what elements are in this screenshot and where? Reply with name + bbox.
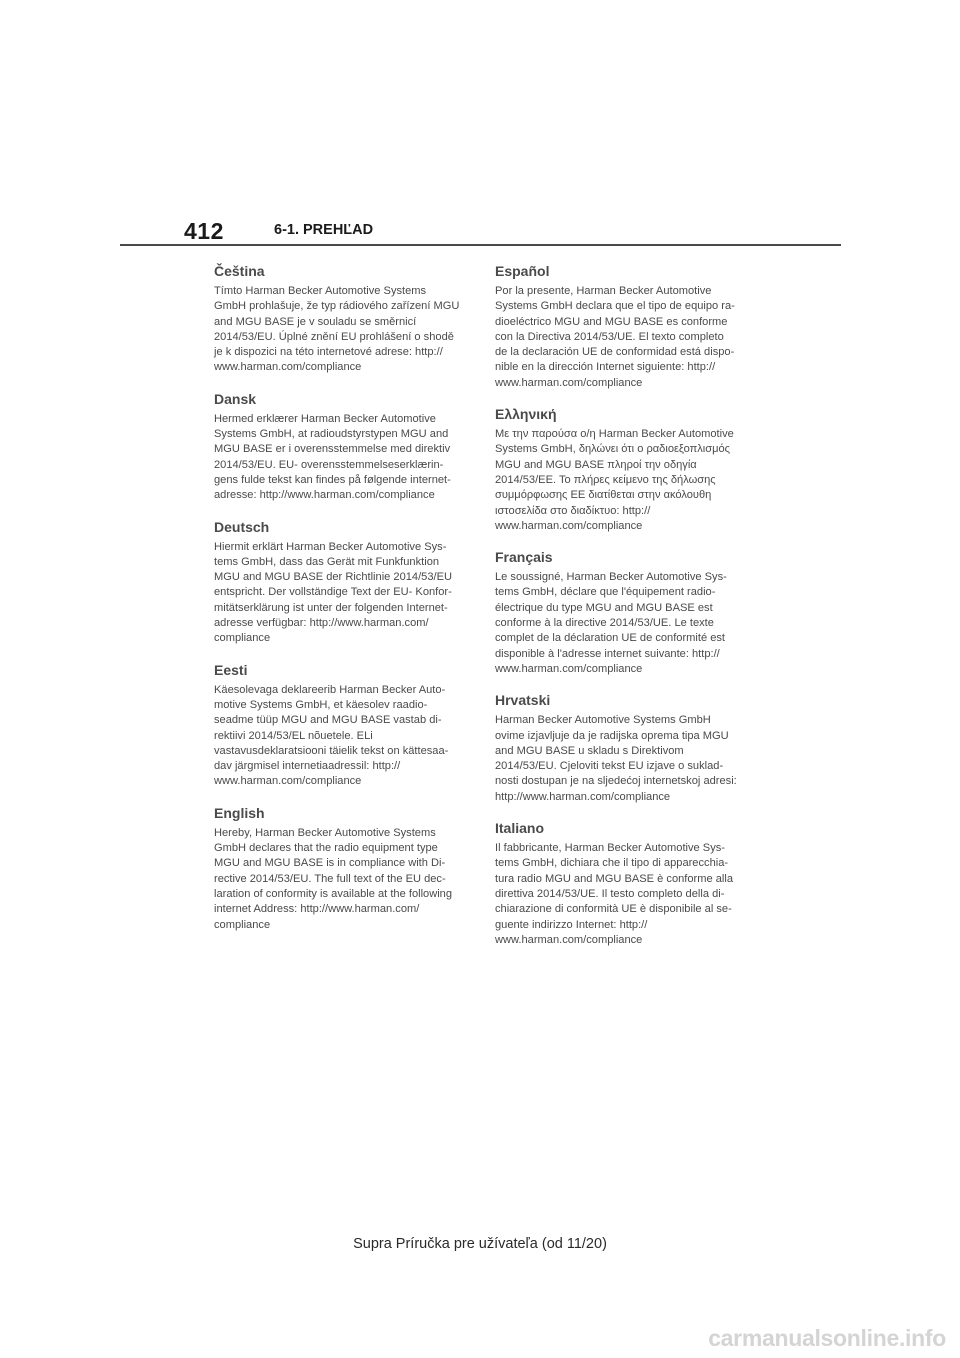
declaration-text: Por la presente, Harman Becker Automotive Systems GmbH declara que el tipo de equipo ra- dioeléctrico MGU and MGU BASE es conforme con la Directiva 2014/53/UE. El texto completo de la declaración UE de conformidad está dispo- nible en la dirección Internet siguiente: http:// www.harman.com/compliance (495, 285, 735, 389)
language-heading: Hrvatski (495, 692, 551, 709)
declaration-text: Il fabbricante, Harman Becker Automotive Sys- tems GmbH, dichiara che il tipo di apparecchia- tura radio MGU and MGU BASE è conforme alla direttiva 2014/53/UE. Il testo completo della di- chiarazione di conformità UE è disponibile al se- guente indirizzo Internet: http:// www.harman.com/compliance (495, 842, 733, 946)
declaration-text: Harman Becker Automotive Systems GmbH ovime izjavljuje da je radijska oprema tipa MGU and MGU BASE u skladu s Direktivom 2014/53/EU. Cjeloviti tekst EU izjave o suklad- nosti dostupan je na sljedećoj internetskoj adresi: http://www.harman.com/compliance (495, 714, 737, 803)
language-block-deutsch (214, 518, 469, 647)
section-title: 6-1. PREHĽAD (274, 222, 374, 238)
header-divider (120, 244, 841, 246)
declaration-text: Le soussigné, Harman Becker Automotive Sys- tems GmbH, déclare que l'équipement radio- électrique du type MGU and MGU BASE est conforme à la directive 2014/53/UE. Le texte complet de la déclaration UE de conformité est disponible à l'adresse internet suivante: http:// www.harman.com/compliance (495, 571, 727, 675)
language-block-francais (495, 548, 750, 677)
declaration-text: Hereby, Harman Becker Automotive Systems GmbH declares that the radio equipment type MGU and MGU BASE is in compliance with Di- rective 2014/53/EU. The full text of the EU dec- laration of conformity is available at the following internet Address: http://www.harman.com/ compliance (214, 826, 453, 931)
page-footer: Supra Príručka pre užívateľa (od 11/20) (353, 1236, 607, 1252)
declaration-text: Hiermit erklärt Harman Becker Automotive Sys- tems GmbH, dass das Gerät mit Funkfunktion MGU and MGU BASE der Richtlinie 2014/53/EU entspricht. Der vollständige Text der EU- Konfor- mitätserklärung ist unter der folgenden Internet- adresse verfügbar: http://www.harman.com/ compliance (214, 540, 453, 645)
language-block-italiano (495, 819, 750, 948)
watermark: carmanualsonline.info (708, 1325, 946, 1351)
language-heading: Français (495, 549, 553, 566)
language-block-ellinika (495, 405, 750, 534)
page-number: 412 (184, 218, 224, 244)
language-heading: Eesti (214, 661, 248, 678)
right-column (495, 262, 750, 962)
language-heading: Deutsch (214, 518, 270, 535)
declaration-text: Käesolevaga deklareerib Harman Becker Auto- motive Systems GmbH, et käesolev raadio- seadme tüüp MGU and MGU BASE vastab di- rektiivi 2014/53/EL nõuetele. ELi vastavusdeklaratsiooni täielik tekst on kättesaa- dav järgmisel internetiaadressil: http:// www.harman.com/compliance (214, 683, 449, 788)
page-header (120, 214, 841, 246)
declaration-text: Hermed erklærer Harman Becker Automotive Systems GmbH, at radioudstyrstypen MGU and MGU BASE er i overensstemmelse med direktiv 2014/53/EU. EU- overensstemmelseserklærin- gens fulde tekst kan findes på følgende internet- adresse: http://www.harman.com/compliance (214, 412, 451, 502)
language-block-hrvatski (495, 691, 750, 805)
declaration-text: Με την παρούσα ο/η Harman Becker Automotive Systems GmbH, δηλώνει ότι ο ραδιοεξοπλισμός MGU and MGU BASE πληροί την οδηγία 2014/53/ΕΕ. Το πλήρες κείμενο της δήλωσης συμμόρφωσης ΕΕ διατίθεται στην ακόλουθη ιστοσελίδα στο διαδίκτυο: http:// www.harman.com/compliance (495, 428, 734, 532)
declaration-text: Tímto Harman Becker Automotive Systems GmbH prohlašuje, že typ rádiového zařízení MGU and MGU BASE je v souladu se směrnicí 2014/53/EU. Úplné znění EU prohlášení o shodě je k dispozici na této internetové adrese: http:// www.harman.com/compliance (214, 285, 460, 374)
language-heading: Čeština (214, 263, 265, 279)
language-heading: Español (495, 263, 550, 279)
language-block-dansk (214, 390, 469, 504)
language-block-cestina (214, 262, 469, 376)
left-column (214, 262, 469, 947)
language-heading: Italiano (495, 820, 545, 837)
language-block-espanol (495, 262, 750, 391)
language-heading: Ελληνική (495, 406, 557, 423)
language-heading: Dansk (214, 390, 257, 407)
language-block-english (214, 804, 469, 933)
language-heading: English (214, 804, 265, 821)
language-block-eesti (214, 661, 469, 790)
